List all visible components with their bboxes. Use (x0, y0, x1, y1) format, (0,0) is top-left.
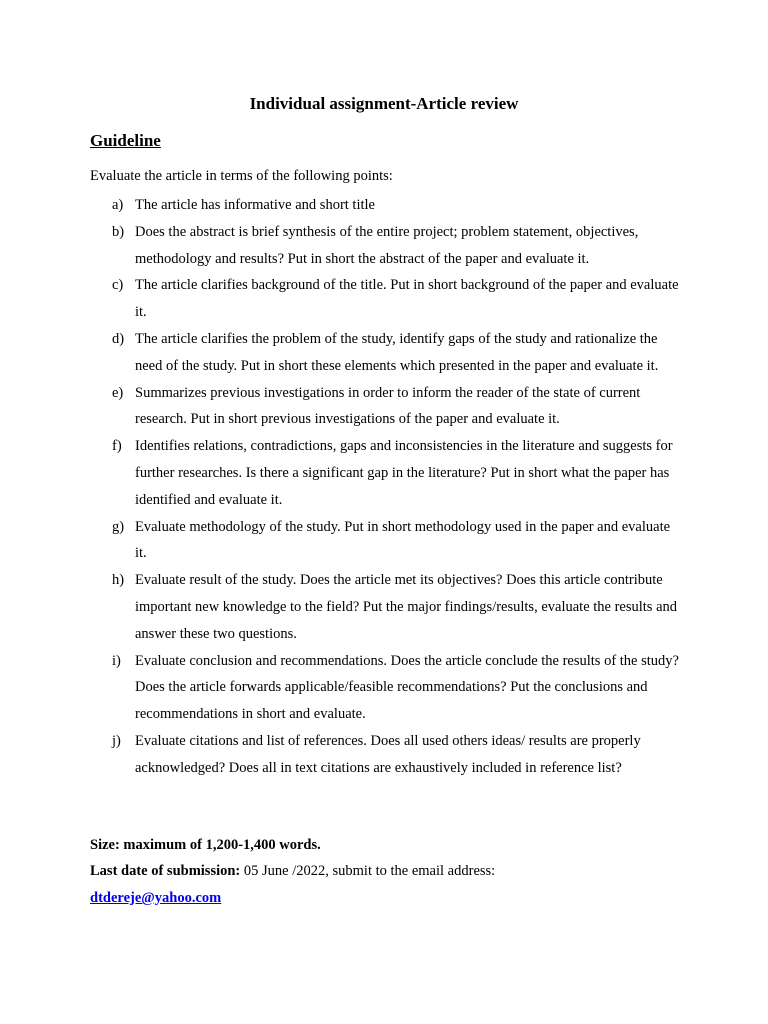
list-marker: e) (112, 384, 124, 401)
list-item-text: Summarizes previous investigations in order to inform the reader of the state of current research. Put in short previous investigations of the paper and evaluate it. (135, 384, 641, 428)
list-marker: c) (112, 277, 124, 294)
list-item-text: The article clarifies the problem of the study, identify gaps of the study and rationalize the need of the study. Put in short these elements which presented in the paper and evaluate it. (135, 330, 659, 374)
list-item-text: Evaluate citations and list of references. Does all used others ideas/ results are properly acknowledged? Does all in text citations are exhaustively included in reference list? (135, 732, 641, 776)
email-link[interactable]: dtdereje@yahoo.com (90, 890, 222, 906)
section-heading: Guideline (90, 131, 161, 150)
list-marker: i) (112, 652, 121, 669)
list-marker: b) (112, 223, 125, 240)
list-item (0, 648, 680, 728)
list-item (0, 272, 680, 326)
evaluation-points-list (0, 192, 768, 782)
document-title: Individual assignment-Article review (249, 94, 519, 113)
intro-text: Evaluate the article in terms of the following points: (90, 168, 393, 184)
list-item-text: Does the abstract is brief synthesis of the entire project; problem statement, objectives, methodology and results? Put in short the abstract of the paper and evaluate it. (135, 223, 639, 267)
list-item-text: The article clarifies background of the title. Put in short background of the paper and evaluate it. (135, 277, 679, 321)
list-item (0, 567, 680, 647)
list-marker: a) (112, 197, 124, 213)
list-item-text: Evaluate conclusion and recommendations. Does the article conclude the results of the study? Does the article forwards applicable/feasible recommendations? Put the conclusions and recommendations in short and evaluate. (135, 652, 679, 723)
list-item-text: Evaluate methodology of the study. Put in short methodology used in the paper and evaluate it. (135, 518, 671, 562)
size-requirement: Size: maximum of 1,200-1,400 words. (90, 837, 321, 853)
list-item (0, 192, 680, 219)
submission-deadline (90, 860, 495, 882)
deadline-text: 05 June /2022, submit to the email address: (240, 863, 496, 879)
list-item (0, 728, 680, 782)
list-item-text: Identifies relations, contradictions, gaps and inconsistencies in the literature and suggests for further researches. Is there a significant gap in the literature? Put in short what the paper has identified and evaluate it. (135, 438, 673, 508)
list-marker: h) (112, 572, 125, 589)
list-marker: f) (112, 438, 122, 455)
list-marker: j) (112, 732, 121, 749)
list-item (0, 219, 680, 273)
list-item-text: Evaluate result of the study. Does the article met its objectives? Does this article contribute important new knowledge to the field? Put the major findings/results, evaluate the results and answer these two questions. (135, 572, 678, 642)
list-item-text: The article has informative and short title (135, 197, 375, 213)
deadline-label: Last date of submission: (90, 863, 241, 879)
list-marker: g) (112, 518, 125, 535)
list-item (0, 433, 680, 513)
list-item (0, 380, 680, 434)
list-item (0, 514, 680, 568)
list-marker: d) (112, 330, 125, 347)
list-item (0, 326, 680, 380)
